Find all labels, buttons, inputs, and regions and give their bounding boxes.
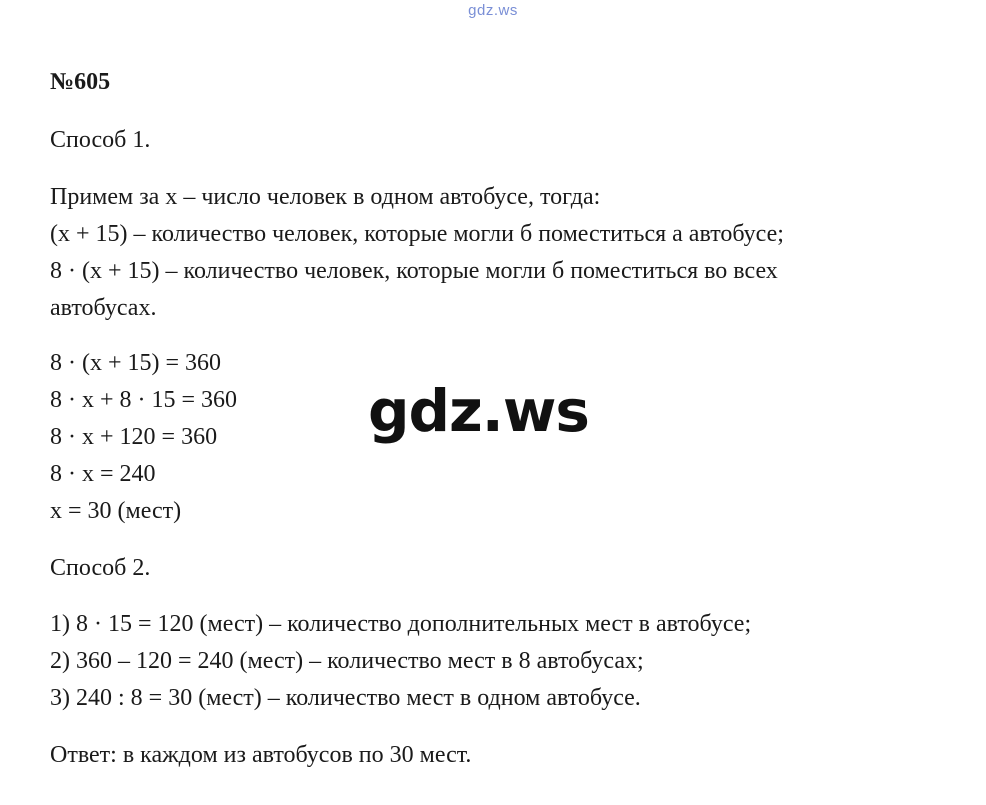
method2-step: 1) 8 · 15 = 120 (мест) – количество дополнительных мест в автобусе; <box>50 611 752 637</box>
method2-step: 2) 360 – 120 = 240 (мест) – количество мест в 8 автобусах; <box>50 648 644 674</box>
method2-heading: Способ 2. <box>50 555 151 581</box>
top-watermark: gdz.ws <box>468 2 518 19</box>
equation-line: 8 · х + 8 · 15 = 360 <box>50 387 238 413</box>
method1-heading: Способ 1. <box>50 127 151 153</box>
center-watermark: gdz.ws <box>368 377 589 445</box>
equation-line: 8 · х + 120 = 360 <box>50 424 218 450</box>
method2-step: 3) 240 : 8 = 30 (мест) – количество мест в одном автобусе. <box>50 685 641 711</box>
method1-intro-line: автобусах. <box>50 295 157 321</box>
answer-line: Ответ: в каждом из автобусов по 30 мест. <box>50 742 472 768</box>
task-number: №605 <box>50 69 111 95</box>
method1-intro-line: Примем за х – число человек в одном автобусе, тогда: <box>50 184 601 210</box>
method1-intro-line: (х + 15) – количество человек, которые могли б поместиться а автобусе; <box>50 221 784 247</box>
equation-line: 8 · х = 240 <box>50 461 156 487</box>
method1-intro-line: 8 · (х + 15) – количество человек, которые могли б поместиться во всех <box>50 258 778 284</box>
equation-line: х = 30 (мест) <box>50 498 182 524</box>
equation-line: 8 · (х + 15) = 360 <box>50 350 222 376</box>
